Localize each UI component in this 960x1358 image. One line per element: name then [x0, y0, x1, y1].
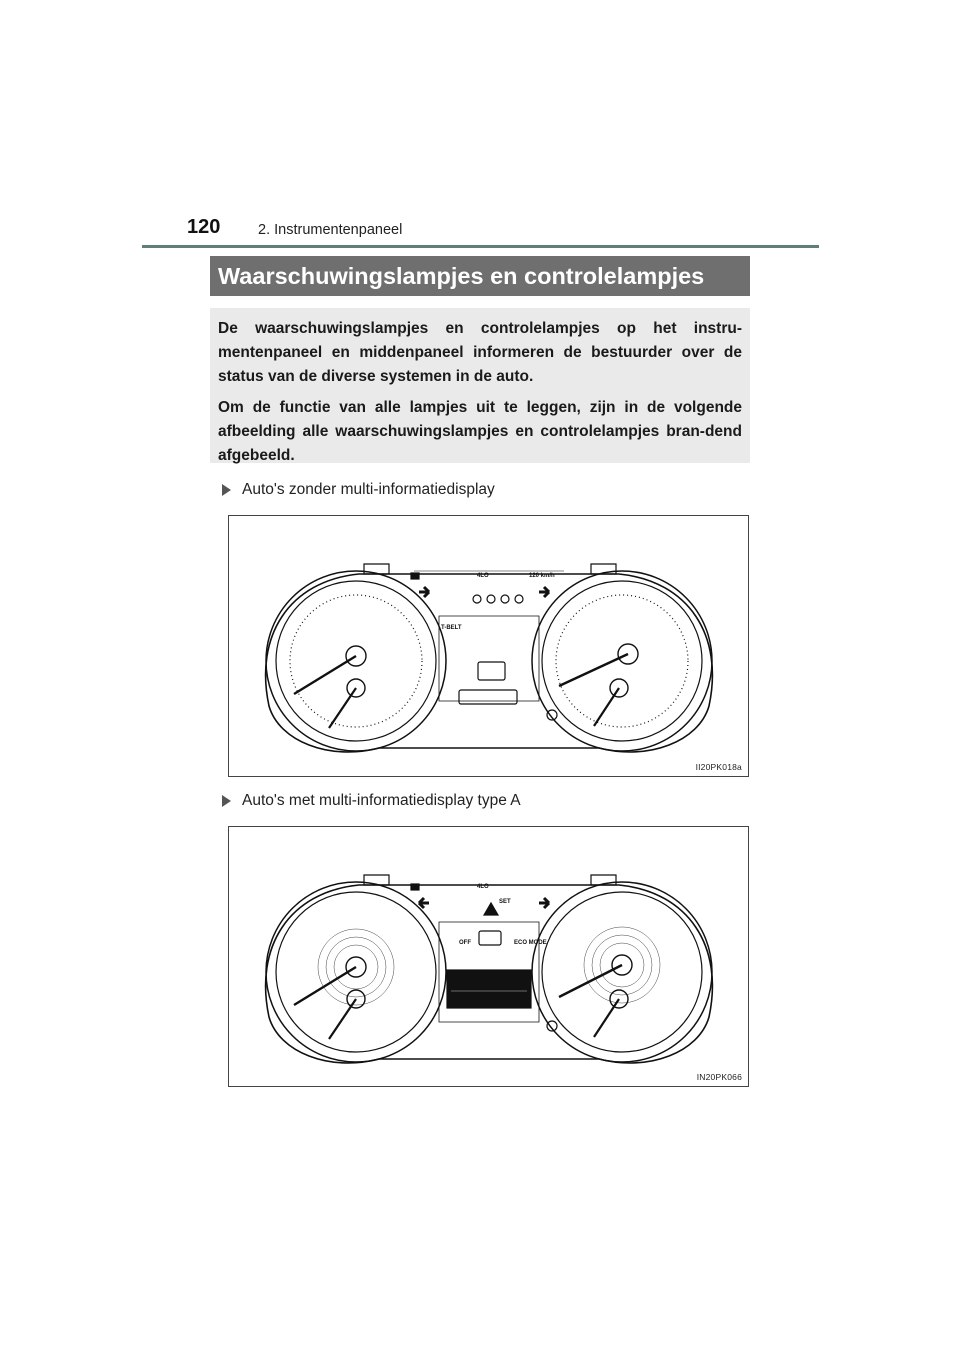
- figure-2-caption-text: Auto's met multi-informatiedisplay type A: [242, 792, 521, 809]
- intro-paragraph-1: De waarschuwingslampjes en controlelampjes op het instru-mentenpaneel en middenpaneel informeren de bestuurder over de status van de diverse systemen in de auto.: [218, 320, 742, 385]
- section-title: Waarschuwingslampjes en controlelampjes: [210, 256, 750, 296]
- page-number: 120: [187, 216, 221, 238]
- intro-paragraph-2: Om de functie van alle lampjes uit te leggen, zijn in de volgende afbeelding alle waarschuwingslampjes en controlelampjes bran-dend afgebeeld.: [218, 399, 742, 464]
- indicator-label: 4LO: [477, 884, 489, 890]
- indicator-label: 4LO: [477, 573, 489, 579]
- figure-2-code: IN20PK066: [696, 1072, 742, 1082]
- indicator-label: SET: [499, 899, 511, 905]
- figure-2-cluster-illustration: [228, 826, 749, 1087]
- header-rule: [142, 245, 819, 248]
- figure-2-caption: [222, 792, 521, 810]
- indicator-label: T-BELT: [441, 625, 462, 631]
- indicator-label: 120 km/h: [529, 573, 555, 579]
- indicator-label: ECO MODE: [514, 940, 547, 946]
- bullet-triangle-icon: [222, 795, 231, 807]
- figure-1-code: II20PK018a: [695, 762, 742, 772]
- cluster-drawing-2: [229, 827, 748, 1086]
- bullet-triangle-icon: [222, 484, 231, 496]
- intro-box: [210, 308, 750, 463]
- figure-1-caption: [222, 481, 495, 499]
- chapter-title: 2. Instrumentenpaneel: [258, 222, 403, 238]
- figure-1-caption-text: Auto's zonder multi-informatiedisplay: [242, 481, 495, 498]
- figure-1-cluster-illustration: [228, 515, 749, 777]
- indicator-label: OFF: [459, 940, 471, 946]
- cluster-drawing-1: [229, 516, 748, 776]
